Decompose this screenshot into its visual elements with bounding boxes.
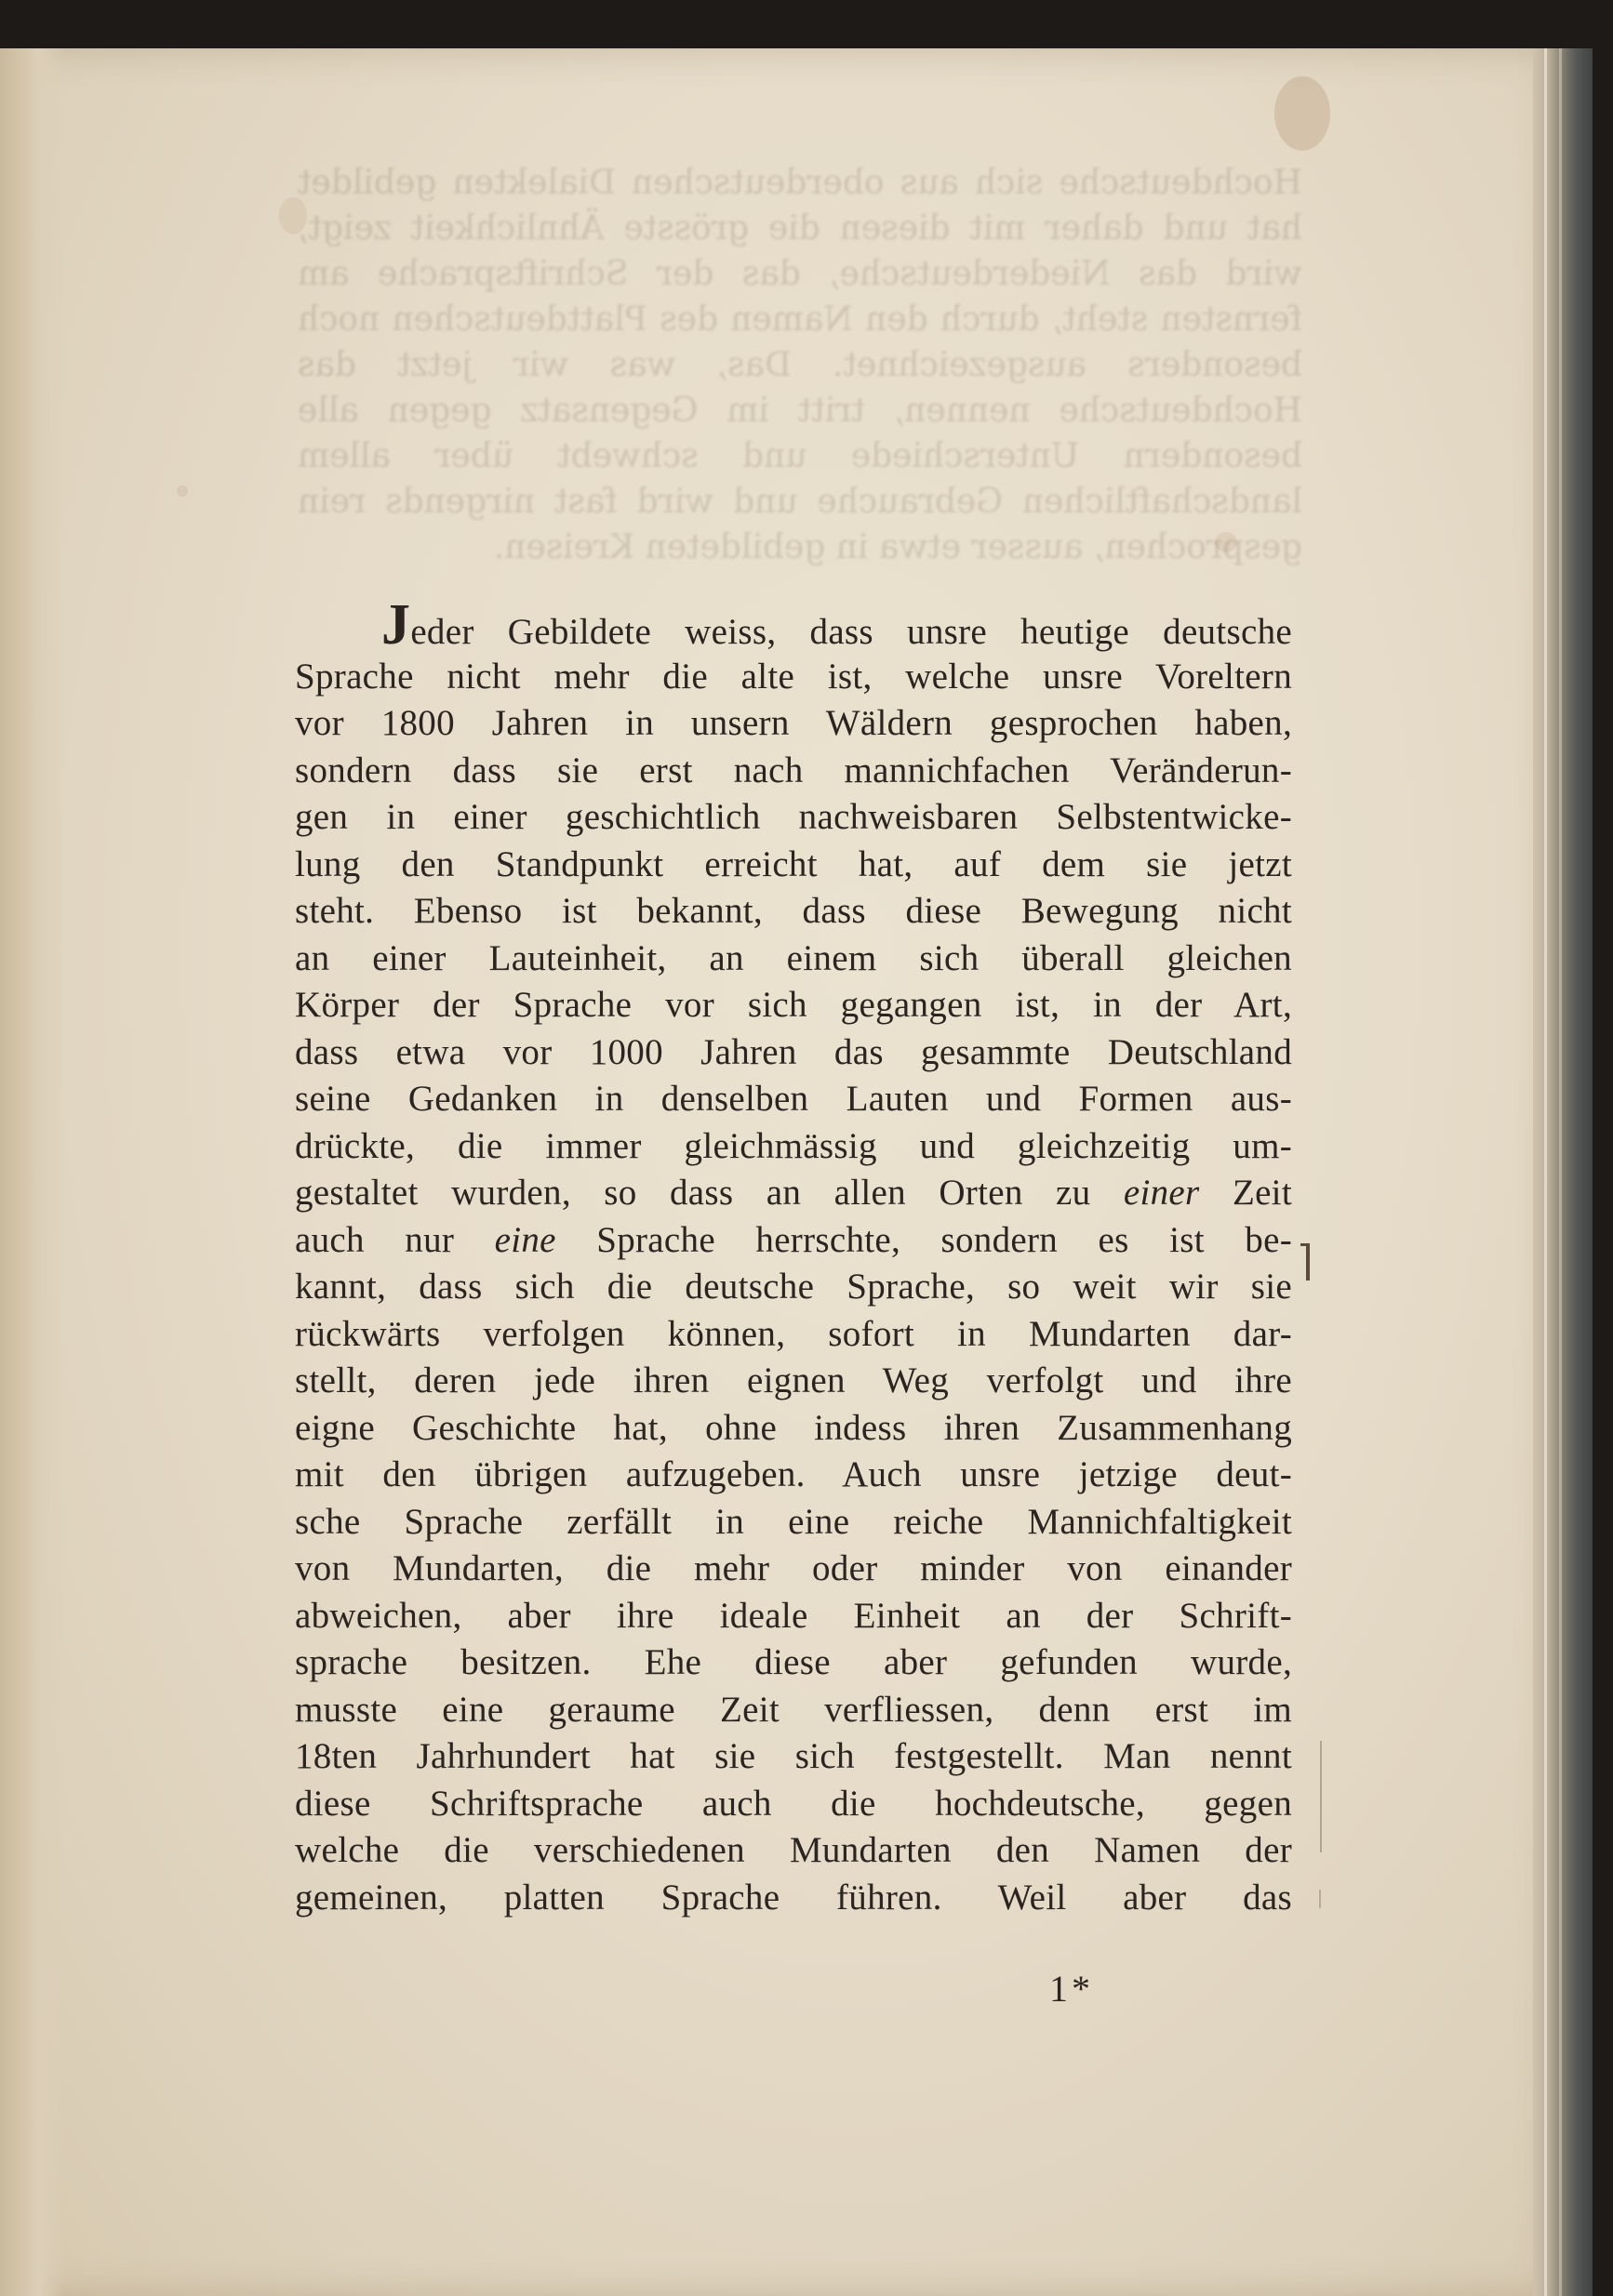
page-number: 1* xyxy=(1049,1968,1094,2010)
bleed-through-text: Hochdeutsche sich aus oberdeutschen Dialekten gebildet hat und daher mit diesen die grösste Ähnlichkeit zeigt, wird das Niederdeutsche, das der Schriftsprache am fernsten steht, durch den Namen des Plattdeutschen noch besonders ausgezeichnet. Das, was wir jetzt das Hochdeutsche nennen, tritt im Gegensatz gegen alle besondern Unterschiede und schwebt über allem landschaftlichen Gebrauche und wird fast nirgends rein gesprochen, ausser etwa in gebildeten Kreisen. xyxy=(298,164,1302,566)
text-line: seine Gedanken in denselben Lauten und Formen aus- xyxy=(295,1079,1292,1119)
text-line-content: eder Gebildete weiss, dass unsre heutige deutsche xyxy=(410,612,1292,652)
text-line: 18ten Jahrhundert hat sie sich festgestellt. Man nennt xyxy=(295,1736,1292,1776)
page-edge-stack xyxy=(1533,48,1593,2296)
text-line: gemeinen, platten Sprache führen. Weil aber das xyxy=(295,1877,1292,1918)
text-line: sprache besitzen. Ehe diese aber gefunden wurde, xyxy=(295,1642,1292,1682)
text-line: diese Schriftsprache auch die hochdeutsche, gegen xyxy=(295,1783,1292,1824)
text-line xyxy=(295,1170,1292,1217)
margin-mark xyxy=(1319,1890,1321,1908)
page-gutter xyxy=(0,48,65,2296)
text-line: eigne Geschichte hat, ohne indess ihren Zusammenhang xyxy=(295,1407,1292,1448)
text-line: an einer Lauteinheit, an einem sich überall gleichen xyxy=(295,937,1292,978)
paper-stain xyxy=(177,485,188,497)
text-segment: gestaltet wurden, so dass an allen Orten zu xyxy=(295,1173,1091,1213)
text-line: lung den Standpunkt erreicht hat, auf dem sie jetzt xyxy=(295,843,1292,884)
text-line: Sprache nicht mehr die alte ist, welche unsre Voreltern xyxy=(295,656,1292,697)
text-line: mit den übrigen aufzugeben. Auch unsre jetzige deut- xyxy=(295,1454,1292,1494)
page-edge-line xyxy=(1544,48,1547,2296)
text-line: Körper der Sprache vor sich gegangen ist, in der Art, xyxy=(295,985,1292,1025)
text-line: welche die verschiedenen Mundarten den Namen der xyxy=(295,1830,1292,1870)
text-line: von Mundarten, die mehr oder minder von einander xyxy=(295,1548,1292,1588)
body-text xyxy=(295,593,1292,1921)
page-edge-line xyxy=(1559,48,1562,2296)
text-segment: Sprache herrschte, sondern es ist be- xyxy=(596,1219,1292,1260)
text-line: steht. Ebenso ist bekannt, dass diese Bewegung nicht xyxy=(295,891,1292,931)
text-line xyxy=(295,1217,1292,1265)
text-segment: auch nur xyxy=(295,1219,455,1260)
text-line xyxy=(295,593,1292,657)
text-line: vor 1800 Jahren in unsern Wäldern gesprochen haben, xyxy=(295,703,1292,743)
margin-mark xyxy=(1300,1243,1310,1246)
margin-mark xyxy=(1320,1741,1322,1852)
text-line: drückte, die immer gleichmässig und gleichzeitig um- xyxy=(295,1125,1292,1166)
text-line: abweichen, aber ihre ideale Einheit an der Schrift- xyxy=(295,1595,1292,1636)
text-line: kannt, dass sich die deutsche Sprache, so weit wir sie xyxy=(295,1267,1292,1307)
paper-stain xyxy=(1274,76,1330,151)
text-line: sche Sprache zerfällt in eine reiche Mannichfaltigkeit xyxy=(295,1501,1292,1542)
text-line: rückwärts verfolgen können, sofort in Mundarten dar- xyxy=(295,1313,1292,1354)
drop-cap: J xyxy=(381,593,411,657)
text-line: dass etwa vor 1000 Jahren das gesammte Deutschland xyxy=(295,1031,1292,1072)
text-line: musste eine geraume Zeit verfliessen, denn erst im xyxy=(295,1689,1292,1730)
text-line: sondern dass sie erst nach mannichfachen Veränderun- xyxy=(295,750,1292,790)
emphasis-text: einer xyxy=(1123,1173,1200,1213)
emphasis-text: eine xyxy=(494,1219,556,1260)
text-line: gen in einer geschichtlich nachweisbaren Selbstentwicke- xyxy=(295,797,1292,837)
text-line: stellt, deren jede ihren eignen Weg verfolgt und ihre xyxy=(295,1360,1292,1400)
margin-mark xyxy=(1306,1243,1310,1281)
text-segment: Zeit xyxy=(1232,1173,1292,1213)
